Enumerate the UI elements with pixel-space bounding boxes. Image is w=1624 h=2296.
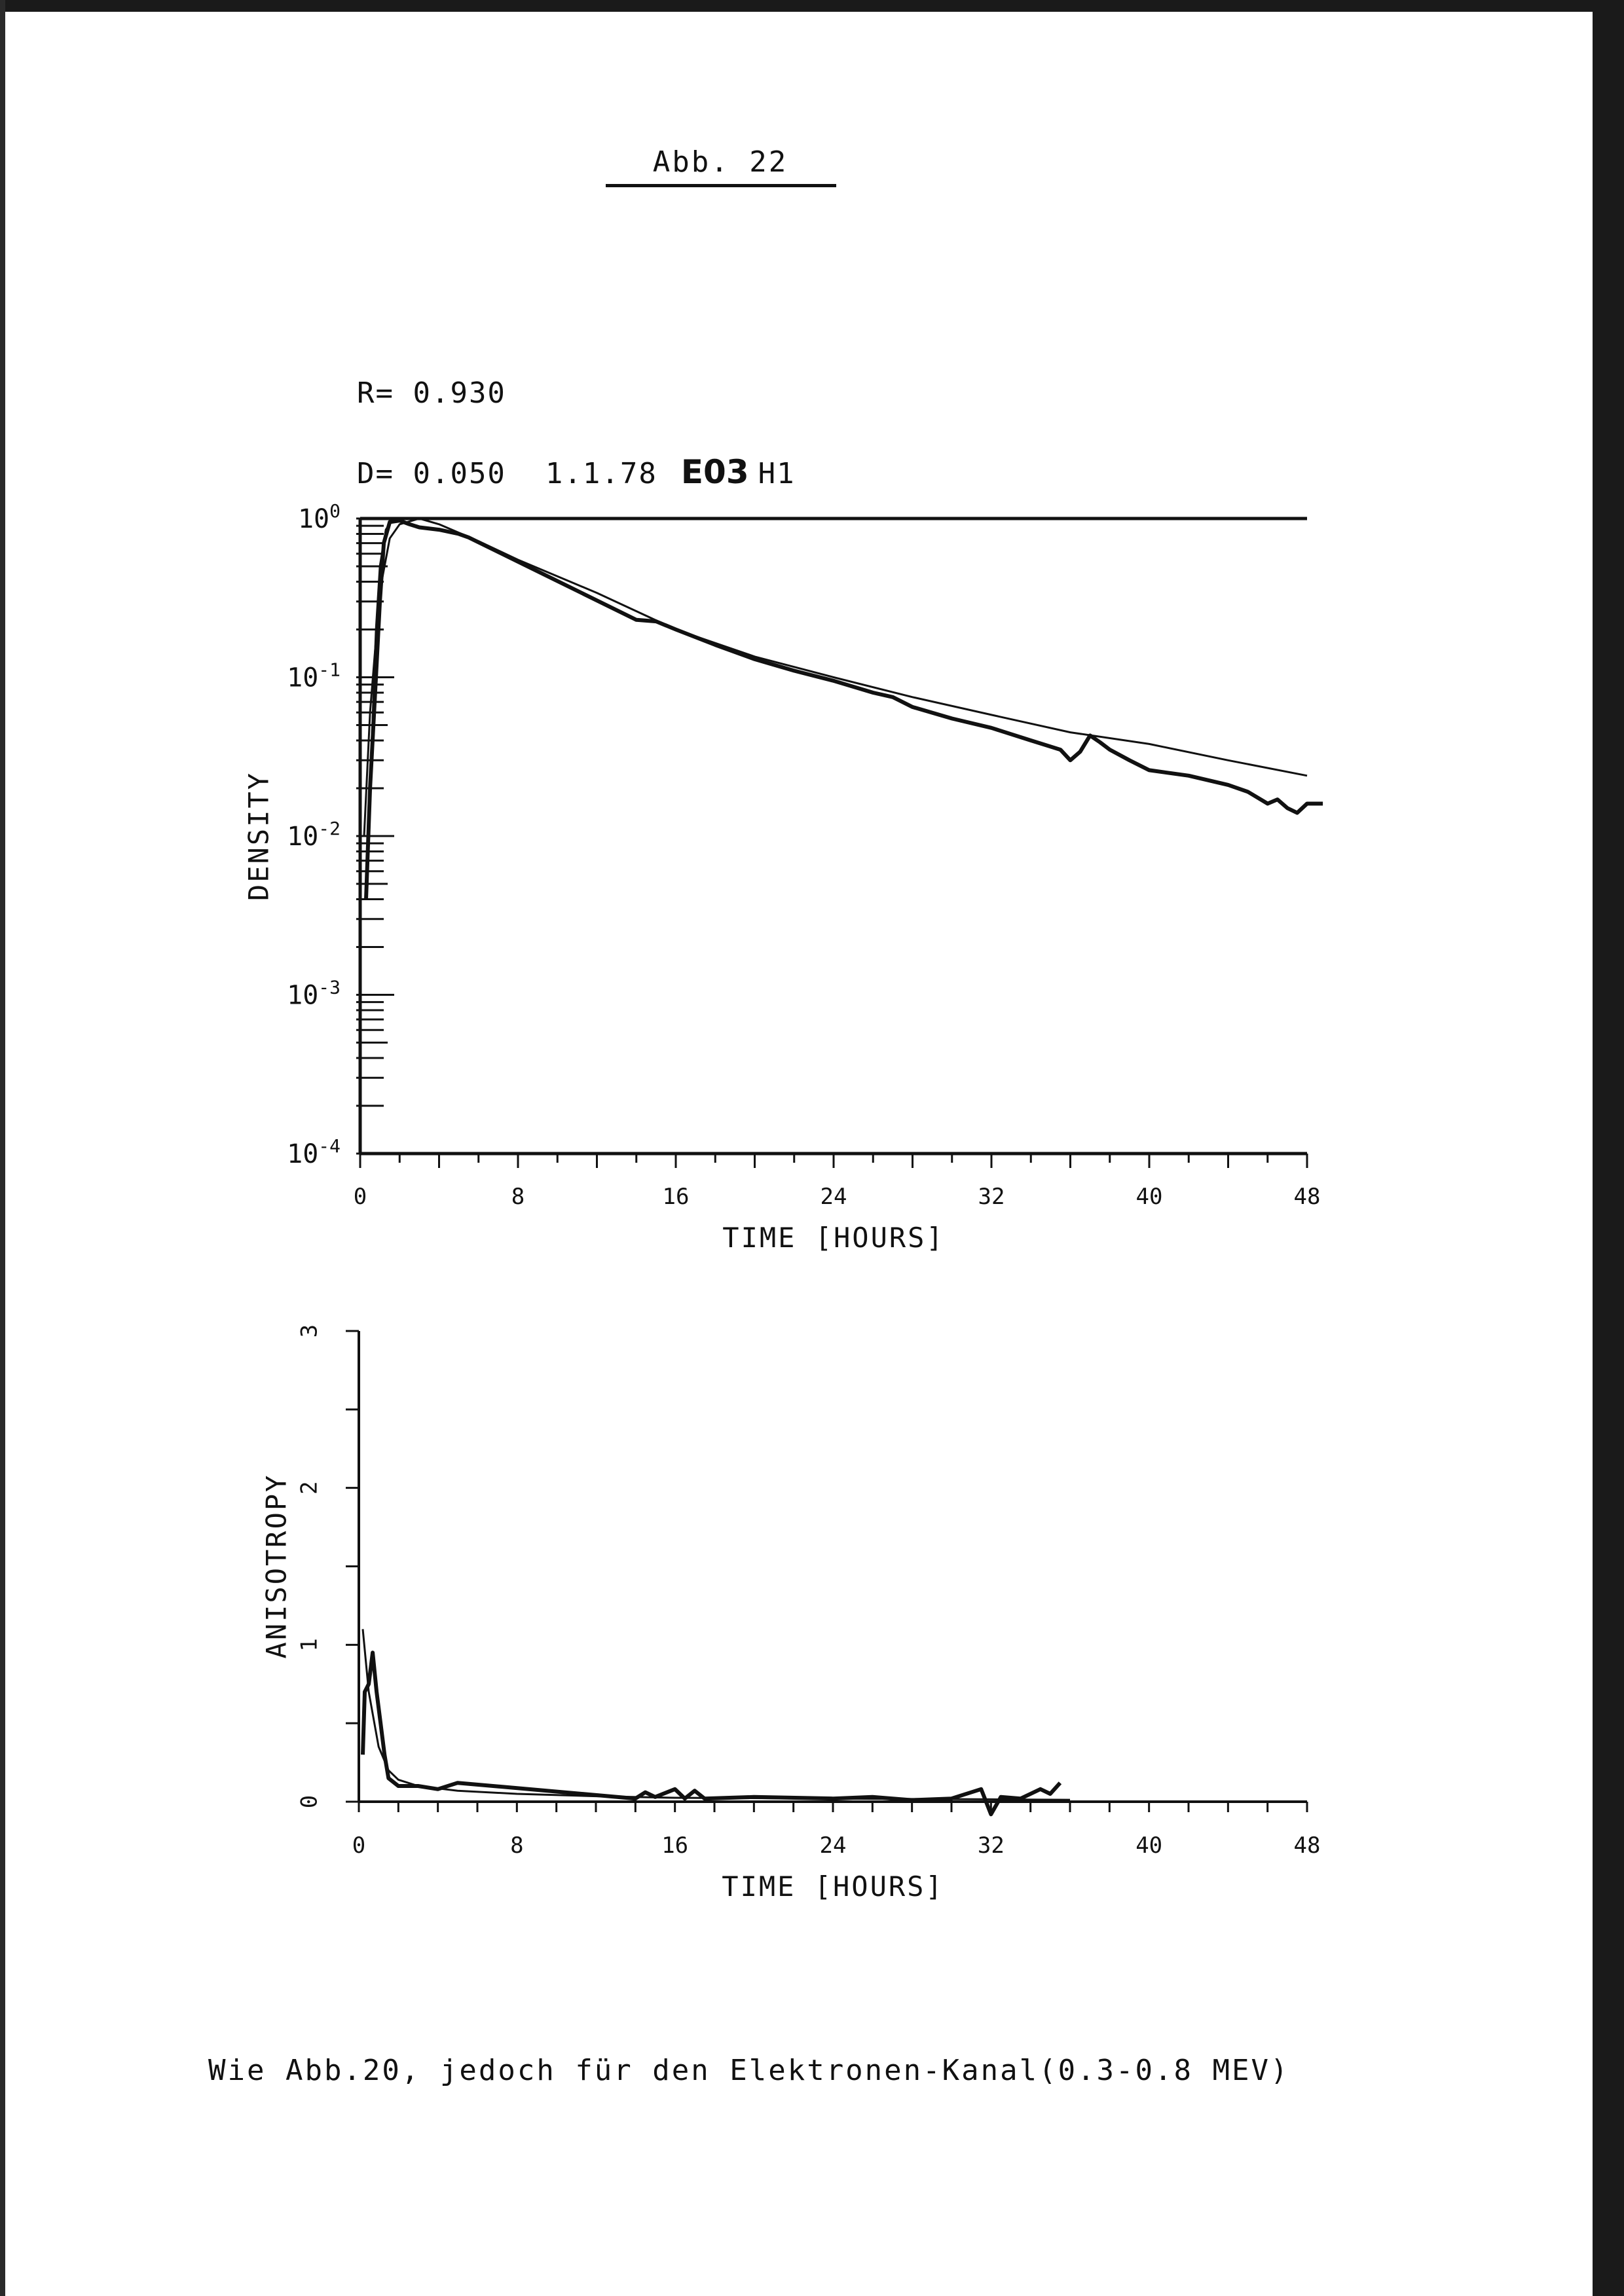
density-x-tick-label: 40: [1135, 1184, 1163, 1210]
param-suffix: H1: [758, 457, 796, 490]
anisotropy-x-tick-label: 0: [352, 1832, 366, 1859]
anisotropy-x-tick-label: 40: [1135, 1832, 1163, 1859]
anisotropy-y-tick-label: 0: [296, 1795, 323, 1809]
anisotropy-series-observed: [363, 1652, 1060, 1814]
density-y-tick-label: $10^{-2}$: [287, 818, 341, 852]
anisotropy-y-tick-label: 1: [296, 1638, 323, 1652]
density-x-axis-title: TIME [HOURS]: [722, 1222, 945, 1254]
density-y-tick-label: $10^0$: [297, 500, 341, 534]
density-series-observed: [366, 520, 1323, 899]
anisotropy-x-tick-label: 24: [819, 1832, 847, 1859]
density-x-tick-label: 0: [353, 1184, 367, 1210]
anisotropy-x-tick-label: 8: [510, 1832, 524, 1859]
anisotropy-x-tick-label: 32: [977, 1832, 1005, 1859]
param-date: 1.1.78: [545, 457, 657, 490]
anisotropy-x-tick-label: 16: [661, 1832, 689, 1859]
density-y-axis-title: DENSITY: [242, 771, 275, 902]
figure-title: Abb. 22: [652, 145, 788, 179]
param-r: R= 0.930: [357, 376, 506, 410]
density-x-tick-label: 48: [1293, 1184, 1321, 1210]
figure-caption: Wie Abb.20, jedoch für den Elektronen-Kanal(0.3-0.8 MEV): [208, 2054, 1290, 2087]
density-y-tick-label: $10^{-3}$: [287, 976, 341, 1011]
density-y-tick-label: $10^{-1}$: [287, 659, 341, 693]
density-x-tick-label: 16: [662, 1184, 690, 1210]
density-x-tick-label: 32: [978, 1184, 1005, 1210]
anisotropy-series-model: [363, 1629, 1070, 1800]
anisotropy-y-tick-label: 3: [296, 1324, 323, 1338]
anisotropy-x-tick-label: 48: [1293, 1832, 1321, 1859]
anisotropy-y-tick-label: 2: [296, 1481, 323, 1495]
density-x-tick-label: 8: [511, 1184, 525, 1210]
anisotropy-x-axis-title: TIME [HOURS]: [722, 1870, 944, 1903]
density-y-tick-label: $10^{-4}$: [287, 1135, 341, 1169]
param-code: E03: [680, 453, 749, 491]
density-x-tick-label: 24: [820, 1184, 847, 1210]
param-d: D= 0.050: [357, 457, 506, 490]
anisotropy-y-axis-title: ANISOTROPY: [260, 1473, 293, 1659]
density-series-model: [364, 519, 1307, 836]
